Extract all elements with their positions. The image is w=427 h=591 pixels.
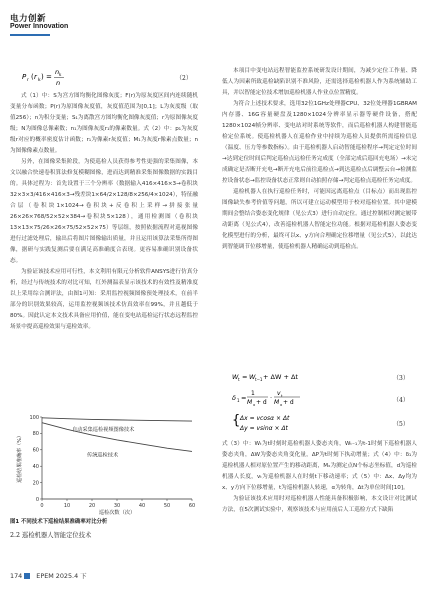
equation-2-number: （2）: [176, 75, 192, 82]
svg-text:x: x: [280, 402, 283, 407]
y-axis-label: 巡检结果准确率（%）: [17, 433, 23, 483]
page-footer: [10, 571, 87, 580]
equation-2-formula: [20, 66, 195, 88]
y-tick-label: 80: [32, 431, 39, 438]
y-tick-label: 100: [29, 414, 39, 421]
svg-text:+ d: + d: [283, 399, 294, 406]
y-tick-label: 20: [32, 480, 39, 487]
x-tick-label: 50: [163, 503, 171, 509]
journal-section-subtitle: Power Innovation: [10, 23, 69, 30]
svg-text:=: =: [241, 394, 247, 402]
svg-text:{: {: [232, 413, 241, 428]
equation-4-number: （4）: [393, 397, 409, 404]
svg-text:Δx = vcosα × Δt: Δx = vcosα × Δt: [240, 415, 290, 422]
series-label-1: 自动采集巡检视频图像技术: [72, 426, 135, 433]
svg-text:r: r: [34, 73, 37, 81]
intro-paragraph: 本项目中变电站远程智能监控系统研发设计期间，为减少定位工作量、降低人为因素所致巡检缺陷识别不准风险，还需选择巡检机器人作为系统辅助工具，并以智能定位技术增加巡检机器人作业点位置精度。: [222, 68, 417, 96]
y-tick-label: 0: [35, 496, 39, 503]
x-tick-label: 60: [188, 503, 196, 509]
x-tick-label: 0: [40, 503, 44, 509]
svg-text:t: t: [238, 377, 240, 382]
svg-text:k: k: [38, 78, 41, 83]
svg-text:n: n: [56, 79, 61, 87]
section-heading-2-2: 2.2 巡检机器人智能定位技术: [10, 532, 92, 539]
svg-text:t: t: [281, 393, 283, 398]
svg-text:M: M: [247, 399, 253, 406]
x-axis-label: 巡检次数（次）: [98, 510, 136, 515]
page-number: 174: [10, 572, 23, 580]
svg-text:(: (: [31, 73, 34, 81]
svg-text:x: x: [253, 402, 256, 407]
svg-text:v: v: [277, 390, 281, 397]
equations-3-5: [232, 371, 382, 435]
svg-text:1: 1: [237, 398, 240, 403]
equation-2: [20, 66, 195, 88]
left-column-text: [10, 91, 198, 333]
svg-text:k: k: [59, 72, 62, 77]
svg-text:W: W: [249, 373, 256, 381]
x-tick-label: 10: [63, 503, 71, 509]
series-line-1: [42, 418, 192, 421]
hardware-config-paragraph: 为符合上述技术要求，选用32位1GHz处理器CPU、32位处理器1GBRAM内存器、16G容量硬盘及1280×1024分辨率显示器等硬件设备，搭配1280×1024帧分辨率、变电站对时系统等软件，而后巡检机器人构建智能巡检定位系统。使巡检机器人在巡检作业中持续为巡检人员提供所需巡检信息（温度、压力等参数指标）。由于巡检机器人启动智能巡检程序→判定定位时间→达到定位时间后判定巡检点远检任务完成度（全部完成后巡回充电场）→未完成确定是否断开充电→断开充电后前往巡检点→到达巡检点后调整云台→检测监控设备状态→监控设备状态正常则自动拍照存储→判定巡检点巡检任务完成度。: [222, 101, 417, 184]
y-tick-label: 40: [32, 464, 39, 470]
svg-text:Δy = vsinα × Δt: Δy = vsinα × Δt: [240, 425, 288, 432]
svg-text:P: P: [22, 73, 27, 81]
equation-5-number: （5）: [393, 421, 409, 428]
image-processing-paragraph: 另外，在图像采集阶段，为使巡检人员获得参考性更强的采集图像，本文以融合快速卷积算法修复模糊图像，进而达到精准采集图像数据的实践目的。具体过程为：首先设置于三个分辨率（数据输入416×416×3→卷积块32×3×3/416×416×3→残差块1×64/2×128/8×256/4×1024），特征融合层（卷积块1×1024→卷积块+反卷积上采样→拼接张量26×26×768/52×52×384→卷积块5×128），通用检测图（卷积块13×13×75/26×26×75/52×52×75）等层组，按照依据流程对巡视图像进行过滤处理后，输出后将图片图像输出质量，并且运用该算法采集所得图像，据研与实践复测后要在满足高准确度合表现。更容易准确识别设备状态。: [10, 159, 198, 264]
svg-text:·: ·: [270, 394, 273, 402]
verification-paragraph: 为验证该技术应用时对巡检机器人性能具备积极影响，本文设计对比测试方法，在5次测试实验中，观察该技术与应用前后人工巡检方式下缺陷: [222, 496, 417, 513]
x-tick-label: 30: [113, 503, 121, 509]
svg-text:t−1: t−1: [255, 377, 263, 382]
y-tick-label: 60: [32, 447, 39, 454]
figure-1-caption: 图1 不同技术下巡检结果准确率对比分析: [10, 519, 108, 525]
accuracy-comparison-chart: [12, 411, 198, 515]
simulation-paragraph: 为验证该技术应用可行性，本文利用有限元分析软件ANSYS进行仿真分析，经过与传统技术的对比可知，红外测温表显示该技术的有效性及精准度以上采用综合测评法，由图1可知：采用监控视频图像预处理技术，在前半部分的识别效果较高，运用监控视频该技术仿真效率在99%，并且越低于80%。因此认定本文技术具备应用价值，能在变电站巡检运行状态远程监控场景中提高巡检效果与巡检效率。: [10, 269, 198, 330]
series-label-2: 传统巡检技术: [87, 452, 119, 459]
svg-text:+ ΔW + Δt: + ΔW + Δt: [263, 373, 298, 381]
svg-text:=: =: [242, 373, 248, 381]
footer-marker: [24, 573, 30, 579]
svg-text:M: M: [274, 399, 280, 406]
x-tick-label: 40: [138, 503, 146, 509]
journal-issue: EPEM 2025.4 下: [36, 572, 87, 580]
svg-text:δ: δ: [232, 394, 236, 402]
x-tick-label: 20: [88, 503, 96, 509]
svg-text:+ d: + d: [256, 399, 267, 406]
variables-paragraph: 式（3）中：Wₜ为t时刻时巡检机器人姿态夹角，Wₜ₋₁为t-1时刻下巡检机器人姿态夹角，ΔW为姿态夹角变化量，ΔP为t时刻下执动增量；式（4）中：δ₁为巡检机器人相对原位置产生的移动距离，Mₓ为测定点N个标志坐标值，d为巡检机器人长度，vₜ为巡检机器人在时刻t下移动速率；式（5）中：Δx、Δy均为x、y方向下位移增量，t为巡检机器人转速，α为转角，Δt为单位时间[10]。: [222, 441, 417, 491]
equation-definitions-paragraph: 式（1）中：S为宫方图均衡化图像灰度；F(r)为原灰度区间内连续随机变量分布函数；P(r)为原图像灰度值，灰度值范围为[0,1]；L为灰度级（取值256）；n为积分变量；S₁为离散宫方图均衡化图像灰度值；r为原图像灰度级；N为图像总像素数；n₁为图像灰度r₁的像素数量。式（2）中：p₁为灰度级r对应的概率密度估计函数；r₁为像素r灰度值；M₁为灰度r像素点数量；n为图像像素点数量。: [10, 93, 198, 154]
svg-text:1: 1: [251, 390, 255, 397]
svg-text:) =: ) =: [41, 73, 52, 81]
right-column-text: [222, 66, 417, 253]
equations-3-5-formula: [232, 371, 382, 435]
positioning-paragraph: 巡检机器人在执行巡检任务时，可能因远离巡检点（目标点）而出现监控图像缺失参考价值等问题，所以可建立运动模型用于校对巡检位置。其中建模期间会整结合姿态变化规律（见公式3）进行自动定位。通过控制相对测定履带动距离（见公式4），改善巡检机器人智能定位功能。根据对巡检机器人姿态变化模型进行的分析，最终可以x、y方向合理确定位移增量（见公式5），以此达到智能调节位移增量，使巡检机器人精确运动到巡检点。: [222, 189, 417, 250]
equation-3-number: （3）: [393, 375, 409, 382]
svg-text:r: r: [27, 78, 29, 83]
right-column-text-lower: [222, 439, 417, 516]
svg-text:W: W: [232, 373, 239, 381]
svg-text:n: n: [55, 68, 60, 76]
header-accent-bar: [10, 34, 50, 36]
journal-section-title: 电力创新: [10, 14, 47, 24]
